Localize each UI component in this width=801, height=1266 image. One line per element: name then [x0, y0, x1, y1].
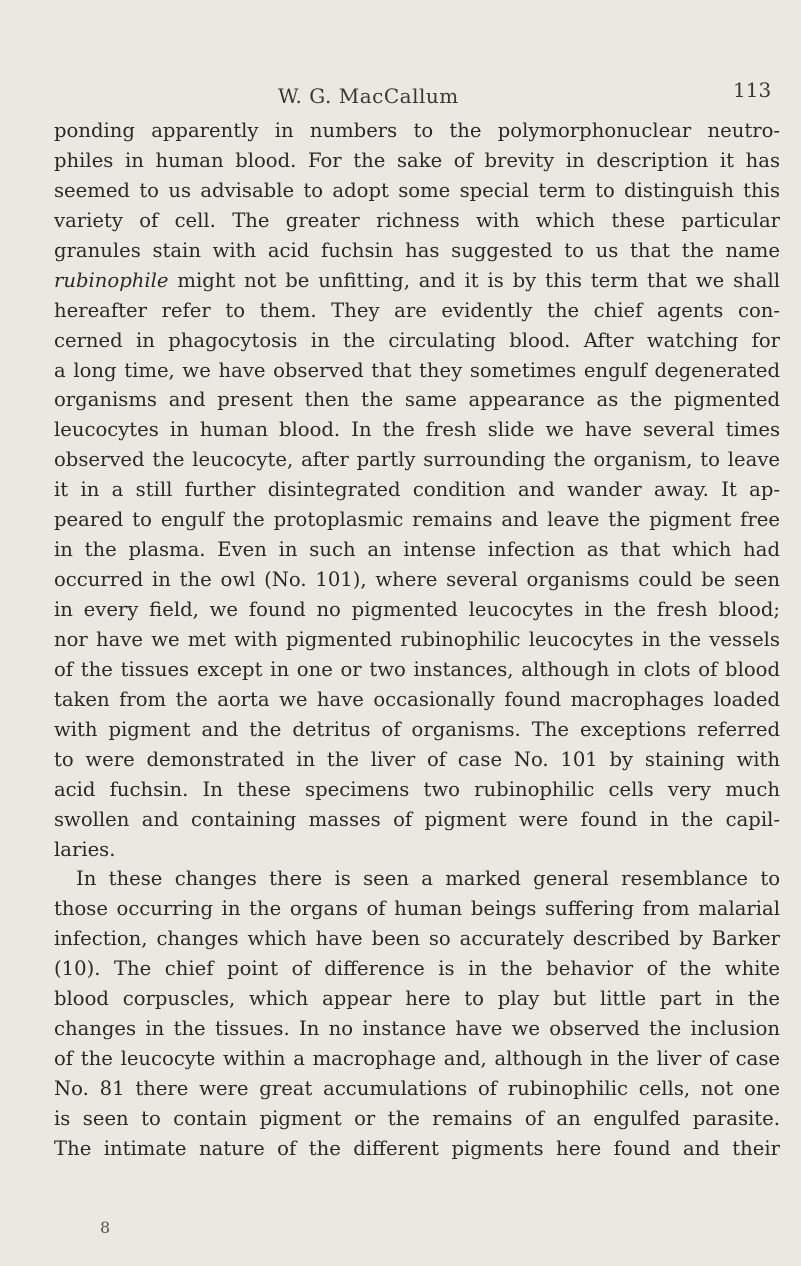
text-line: taken from the aorta we have occasionally found macrophages loaded [54, 687, 780, 711]
text-line-with-term [54, 266, 780, 296]
body-text [54, 116, 780, 1164]
text-line: occurred in the owl (No. 101), where several organisms could be seen [54, 568, 780, 592]
text-line: ponding apparently in numbers to the polymorphonuclear neutro- [54, 119, 780, 142]
text-line: blood corpuscles, which appear here to play but little part in the [54, 987, 780, 1011]
italic-term: rubinophile [54, 268, 169, 292]
text-line: The intimate nature of the different pigments here found and their [54, 1136, 780, 1160]
paragraph-start-line: In these changes there is seen a marked general resemblance to [76, 867, 780, 891]
text-line: seemed to us advisable to adopt some special term to distinguish this [54, 178, 780, 202]
text-line-rest: might not be unfitting, and it is by this term that we shall [177, 268, 780, 292]
text-line: nor have we met with pigmented rubinophilic leucocytes in the vessels [54, 627, 780, 651]
text-line: in the plasma. Even in such an intense infection as that which had [54, 538, 780, 562]
text-line: those occurring in the organs of human beings suffering from malarial [54, 897, 780, 921]
text-line: laries. [54, 837, 116, 861]
text-line: peared to engulf the protoplasmic remains and leave the pigment free [54, 508, 780, 532]
text-line: acid fuchsin. In these specimens two rubinophilic cells very much [54, 777, 780, 801]
running-head: W. G. MacCallum [278, 84, 459, 108]
text-line: observed the leucocyte, after partly surrounding the organism, to leave [54, 448, 780, 472]
text-line: of the leucocyte within a macrophage and, although in the liver of case [54, 1047, 780, 1071]
text-line: of the tissues except in one or two instances, although in clots of blood [54, 657, 780, 681]
text-line: organisms and present then the same appearance as the pigmented [54, 388, 780, 412]
text-line: cerned in phagocytosis in the circulating blood. After watching for [54, 328, 780, 352]
text-line: it in a still further disintegrated condition and wander away. It ap- [54, 478, 780, 502]
text-line: infection, changes which have been so accurately described by Barker [54, 927, 780, 951]
text-line: a long time, we have observed that they sometimes engulf degenerated [54, 358, 780, 382]
page-number: 113 [733, 78, 772, 102]
text-line: (10). The chief point of difference is in the behavior of the white [54, 957, 780, 981]
text-line: hereafter refer to them. They are evidently the chief agents con- [54, 298, 780, 322]
text-line: swollen and containing masses of pigment were found in the capil- [54, 807, 780, 831]
text-line: in every field, we found no pigmented leucocytes in the fresh blood; [54, 598, 780, 621]
text-line: No. 81 there were great accumulations of rubinophilic cells, not one [54, 1077, 780, 1100]
text-line: to were demonstrated in the liver of case No. 101 by staining with [54, 747, 780, 771]
text-line: changes in the tissues. In no instance have we observed the inclusion [54, 1017, 780, 1041]
text-line: with pigment and the detritus of organisms. The exceptions referred [54, 717, 780, 741]
text-line: granules stain with acid fuchsin has suggested to us that the name [54, 238, 780, 262]
text-line: is seen to contain pigment or the remains of an engulfed parasite. [54, 1106, 780, 1130]
text-line: philes in human blood. For the sake of brevity in description it has [54, 148, 780, 172]
text-line: leucocytes in human blood. In the fresh slide we have several times [54, 418, 780, 442]
text-line: variety of cell. The greater richness with which these particular [54, 208, 780, 232]
signature-mark: 8 [100, 1218, 111, 1237]
